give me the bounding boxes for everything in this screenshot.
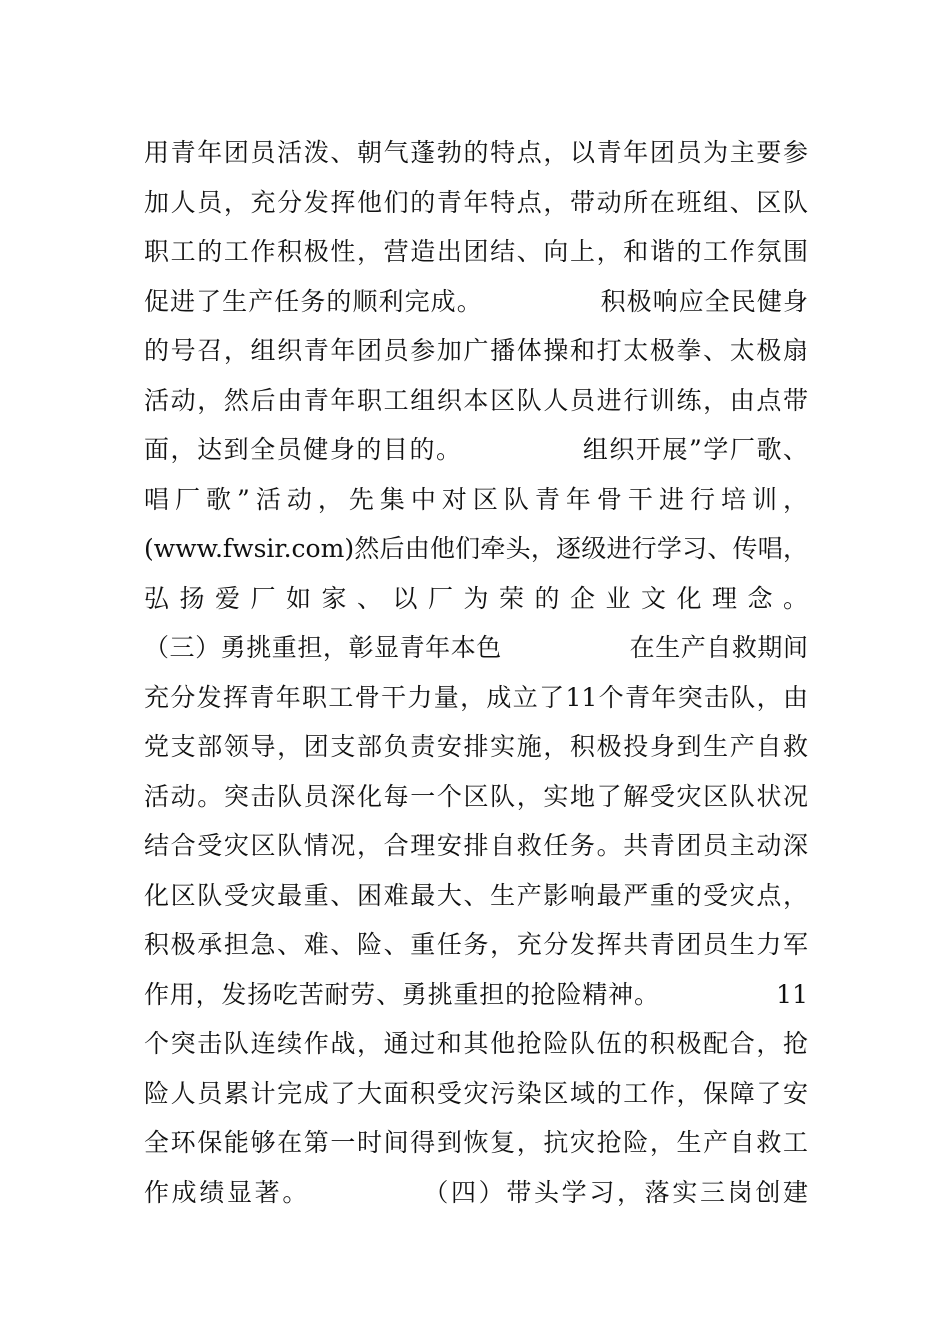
text-line-6: 活动，然后由青年职工组织本区队人员进行训练，由点带 (144, 385, 808, 415)
text-line-15: 结合受灾区队情况，合理安排自救任务。共青团员主动深 (144, 831, 808, 860)
text-line-5: 的号召，组织青年团员参加广播体操和打太极拳、太极扇 (144, 336, 808, 365)
text-line-9: (www.fwsir.com)然后由他们牵头，逐级进行学习、传唱， (144, 534, 808, 563)
text-line-3: 职工的工作积极性，营造出团结、向上，和谐的工作氛围 (144, 237, 808, 266)
text-line-21: 全环保能够在第一时间得到恢复，抗灾抢险，生产自救工 (144, 1128, 808, 1157)
text-line-13: 党支部领导，团支部负责安排实施，积极投身到生产自救 (144, 732, 808, 761)
text-line-14: 活动。突击队员深化每一个区队，实地了解受灾区队状况 (144, 781, 808, 811)
body-text (144, 128, 808, 1217)
text-line-11: （三）勇挑重担，彰显青年本色 在生产自救期间 (144, 633, 808, 662)
text-line-12: 充分发挥青年职工骨干力量，成立了11个青年突击队，由 (144, 682, 808, 712)
text-line-4: 促进了生产任务的顺利完成。 积极响应全民健身 (144, 286, 808, 316)
text-line-2: 加人员，充分发挥他们的青年特点，带动所在班组、区队 (144, 187, 808, 217)
text-line-16: 化区队受灾最重、困难最大、生产影响最严重的受灾点， (144, 880, 808, 910)
text-line-20: 险人员累计完成了大面积受灾污染区域的工作，保障了安 (144, 1078, 808, 1108)
text-line-7: 面，达到全员健身的目的。 组织开展”学厂歌、 (144, 435, 808, 464)
text-line-8: 唱厂歌”活动，先集中对区队青年骨干进行培训， (144, 484, 808, 514)
text-line-19: 个突击队连续作战，通过和其他抢险队伍的积极配合，抢 (144, 1029, 808, 1058)
text-line-22: 作成绩显著。 （四）带头学习，落实三岗创建 (144, 1177, 808, 1207)
text-line-17: 积极承担急、难、险、重任务，充分发挥共青团员生力军 (144, 930, 808, 959)
text-line-18: 作用，发扬吃苦耐劳、勇挑重担的抢险精神。 11 (144, 979, 808, 1009)
text-line-1: 用青年团员活泼、朝气蓬勃的特点，以青年团员为主要参 (144, 138, 808, 167)
text-line-10: 弘扬爱厂如家、以厂为荣的企业文化理念。 (144, 583, 808, 613)
